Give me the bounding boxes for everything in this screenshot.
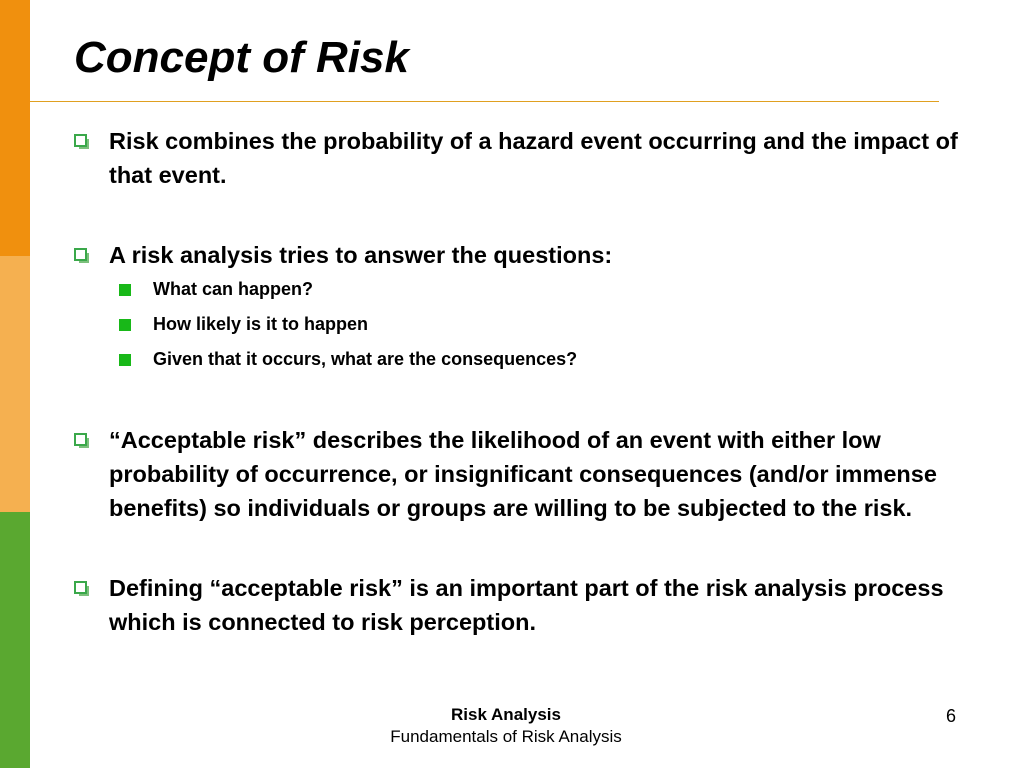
side-bar-orange [0,0,30,256]
side-bar-green [0,512,30,768]
bullet-item [72,124,972,192]
sub-bullet-item [117,307,972,342]
checkbox-bullet-icon [74,433,87,446]
checkbox-bullet-icon [74,134,87,147]
sub-bullet-text: How likely is it to happen [153,314,369,334]
bullet-item [72,423,972,525]
slide-footer [300,704,712,748]
bullet-text: “Acceptable risk” describes the likelihood of an event with either low probability of occurrence, or insignificant consequences (and/or immense benefits) so individuals or groups are willing to be subjected to the risk. [109,427,937,521]
sub-bullet-item [117,342,972,377]
sub-bullet-text: Given that it occurs, what are the consequences? [153,349,578,369]
footer-subtitle: Fundamentals of Risk Analysis [390,727,622,746]
sub-bullet-list [117,272,972,377]
sub-bullet-text: What can happen? [153,279,314,299]
square-bullet-icon [119,319,131,331]
title-divider [30,101,939,102]
page-number: 6 [946,706,957,726]
bullet-text: A risk analysis tries to answer the questions: [109,242,613,268]
bullet-item [72,238,972,272]
bullet-item [72,571,972,639]
bullet-text: Risk combines the probability of a hazard event occurring and the impact of that event. [109,128,958,188]
checkbox-bullet-icon [74,581,87,594]
slide-title: Concept of Risk [74,33,409,82]
sub-bullet-item [117,272,972,307]
slide-content [72,124,972,639]
checkbox-bullet-icon [74,248,87,261]
footer-title: Risk Analysis [451,705,561,724]
bullet-text: Defining “acceptable risk” is an important part of the risk analysis process which is connected to risk perception. [109,575,944,635]
square-bullet-icon [119,354,131,366]
side-bar-light-orange [0,256,30,512]
square-bullet-icon [119,284,131,296]
